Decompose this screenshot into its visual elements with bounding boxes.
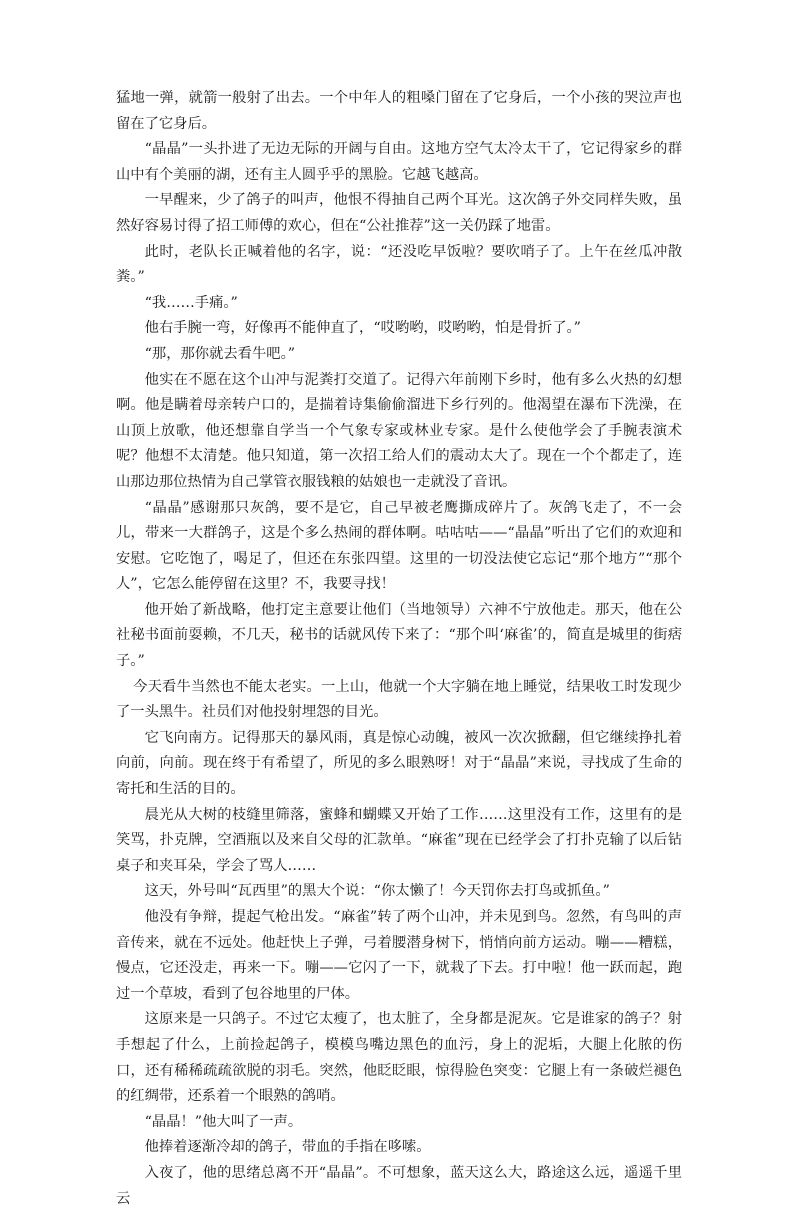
paragraph: 今天看牛当然也不能太老实。一上山，他就一个大字躺在地上睡觉，结果收工时发现少了一头黑牛。社员们对他投射埋怨的目光。 [116,678,682,721]
paragraph: 他实在不愿在这个山冲与泥粪打交道了。记得六年前刚下乡时，他有多么火热的幻想啊。他是瞒着母亲转户口的，是揣着诗集偷偷溜进下乡行列的。他渴望在瀑布下洗澡，在山顶上放歌，他还想靠自学当一个气象专家或林业专家。是什么使他学会了手腕表演术呢？他想不太清楚。他只知道，第一次招工给人们的震动太大了。现在一个个都走了，连山那边那位热情为自己掌管衣服钱粮的姑娘也一走就没了音讯。 [116,371,682,490]
paragraph: “晶晶”感谢那只灰鸽，要不是它，自己早被老鹰撕成碎片了。灰鸽飞走了，不一会儿，带来一大群鸽子，这是个多么热闹的群体啊。咕咕咕——“晶晶”听出了它们的欢迎和安慰。它吃饱了，喝足了，但还在东张四望。这里的一切没法使它忘记“那个地方”“那个人”，它怎么能停留在这里？不，我要寻找！ [116,499,682,593]
paragraph: 晨光从大树的枝缝里筛落，蜜蜂和蝴蝶又开始了工作……这里没有工作，这里有的是笑骂，扑克牌，空酒瓶以及来自父母的汇款单。“麻雀”现在已经学会了打扑克输了以后钻桌子和夹耳朵，学会了骂人…… [116,806,682,874]
paragraph: 一早醒来，少了鸽子的叫声，他恨不得抽自己两个耳光。这次鸽子外交同样失败，虽然好容易讨得了招工师傅的欢心，但在“公社推荐”这一关仍踩了地雷。 [116,192,682,234]
paragraph: “晶晶！”他大叫了一声。 [144,1113,303,1130]
paragraph: 他右手腕一弯，好像再不能伸直了，“哎哟哟，哎哟哟，怕是骨折了。” [144,320,581,337]
paragraph: 他捧着逐渐冷却的鸽子，带血的手指在哆嗦。 [144,1139,431,1156]
paragraph: 他没有争辩，提起气枪出发。“麻雀”转了两个山冲，并未见到鸟。忽然，有鸟叫的声音传来，就在不远处。他赶快上子弹，弓着腰潜身树下，悄悄向前方运动。嘣——糟糕，慢点，它还没走，再来一下。嘣——它闪了一下，就栽了下去。打中啦！他一跃而起，跑过一个草坡，看到了包谷地里的尸体。 [116,909,682,1002]
paragraph: 它飞向南方。记得那天的暴风雨，真是惊心动魄，被风一次次掀翻，但它继续挣扎着向前，向前。现在终于有希望了，所见的多么眼熟呀！对于“晶晶”来说，寻找成了生命的寄托和生活的目的。 [116,729,682,798]
paragraph: “那，那你就去看牛吧。” [144,345,296,362]
paragraph: 入夜了，他的思绪总离不开“晶晶”。不可想象，蓝天这么大，路途这么远，遥遥千里云 [116,1164,682,1207]
paragraph: 猛地一弹，就箭一般射了出去。一个中年人的粗嗓门留在了它身后，一个小孩的哭泣声也留在了它身后。 [116,90,682,132]
paragraph: 这天，外号叫“瓦西里”的黑大个说：“你太懒了！今天罚你去打鸟或抓鱼。” [144,883,610,900]
paragraph: 他开始了新战略，他打定主意要让他们（当地领导）六神不宁放他走。那天，他在公社秘书面前耍赖，不几天，秘书的话就风传下来了：“那个叫‘麻雀’的，简直是城里的街痞子。” [116,601,682,670]
paragraph: 此时，老队长正喊着他的名字，说：“还没吃早饭啦？要吹哨子了。上午在丝瓜冲散粪。” [116,243,682,286]
paragraph: “我……手痛。” [144,294,238,311]
paragraph: 这原来是一只鸽子。不过它太瘦了，也太脏了，全身都是泥灰。它是谁家的鸽子？射手想起了什么，上前捡起鸽子，模模鸟嘴边黑色的血污，身上的泥垢，大腿上化脓的伤口，还有稀稀疏疏欲脱的羽毛。突然，他眨眨眼，惊得脸色突变：它腿上有一条破烂褪色的红绸带，还系着一个眼熟的鸽哨。 [116,1011,682,1105]
paragraph: “晶晶”一头扑进了无边无际的开阔与自由。这地方空气太冷太干了，它记得家乡的群山中有个美丽的湖，还有主人圆乎乎的黑脸。它越飞越高。 [116,141,682,183]
